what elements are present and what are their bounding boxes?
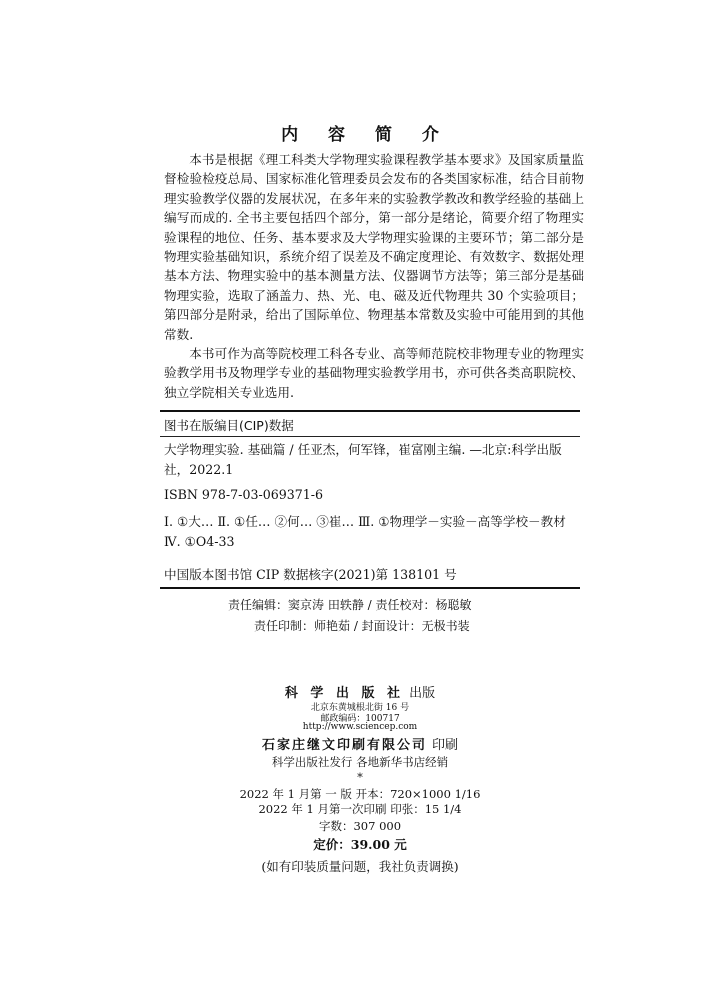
publisher-postcode: 邮政编码：100717 (320, 714, 400, 724)
publisher-website: http://www.sciencep.com (302, 722, 418, 732)
cip-bottom-rule (160, 587, 580, 589)
cip-number: 中国版本图书馆 CIP 数据核字(2021)第 138101 号 (164, 567, 457, 582)
cip-top-rule (160, 410, 580, 412)
distribution-line: 科学出版社发行 各地新华书店经销 (271, 755, 449, 769)
intro-paragraph-2: 本书可作为高等院校理工科各专业、高等师范院校非物理专业的物理实验教学用书及物理学专业的基础物理实验教学用书，亦可供各类高职院校、独立学院相关专业选用. (164, 346, 584, 400)
separator-star: * (357, 770, 363, 784)
printer-suffix: 印刷 (432, 738, 459, 753)
cip-classification: Ⅰ. ①大… Ⅱ. ①任… ②何… ③崔… Ⅲ. ①物理学－实验－高等学校－教材 Ⅳ. ①O4-33 (164, 514, 566, 549)
publisher-name: 科 学 出 版 社 (284, 686, 404, 701)
printer-line (0, 734, 720, 753)
intro-body (164, 150, 584, 402)
credits-editors: 责任编辑：窦京涛 田轶静 / 责任校对：杨聪敏 (228, 598, 472, 612)
cip-isbn: ISBN 978-7-03-069371-6 (164, 487, 324, 502)
publisher-line (0, 682, 720, 701)
price: 定价：39.00 元 (313, 837, 407, 852)
printer-name: 石家庄继文印刷有限公司 (261, 738, 427, 753)
intro-title: 内 容 简 介 (281, 125, 451, 145)
publisher-suffix: 出版 (409, 686, 436, 701)
quality-notice: (如有印装质量问题，我社负责调换) (261, 859, 459, 874)
publisher-address: 北京东黄城根北街 16 号 (310, 703, 410, 713)
edition-line: 2022 年 1 月第 一 版 开本：720×1000 1/16 (239, 787, 481, 801)
credits-production: 责任印制：师艳茹 / 封面设计：无极书装 (254, 619, 470, 633)
printing-line: 2022 年 1 月第一次印刷 印张：15 1/4 (258, 802, 462, 816)
cip-heading: 图书在版编目(CIP)数据 (164, 418, 294, 433)
word-count: 字数：307 000 (318, 819, 402, 833)
intro-paragraph-1: 本书是根据《理工科类大学物理实验课程教学基本要求》及国家质量监督检验检疫总局、国家标准化管理委员会发布的各类国家标准，结合目前物理实验教学仪器的发展状况，在多年来的实验教学教改和教学经验的基础上编写而成的. 全书主要包括四个部分，第一部分是绪论，简要介绍了物理实验课程的地位、任务、基本要求及大学物理实验课的主要环节；第二部分是物理实验基础知识，系统介绍了误差及不确定度理论、有效数字、数据处理基本方法、物理实验中的基本测量方法、仪器调节方法等；第三部分是基础物理实验，选取了涵盖力、热、光、电、磁及近代物理共 30 个实验项目；第四部分是附录，给出了国际单位、物理基本常数及实验中可能用到的其他常数. (164, 152, 584, 342)
cip-record: 大学物理实验. 基础篇 / 任亚杰，何军锋，崔富刚主编. —北京:科学出版社，2022.1 (164, 442, 562, 477)
cip-heading-rule (160, 436, 580, 437)
